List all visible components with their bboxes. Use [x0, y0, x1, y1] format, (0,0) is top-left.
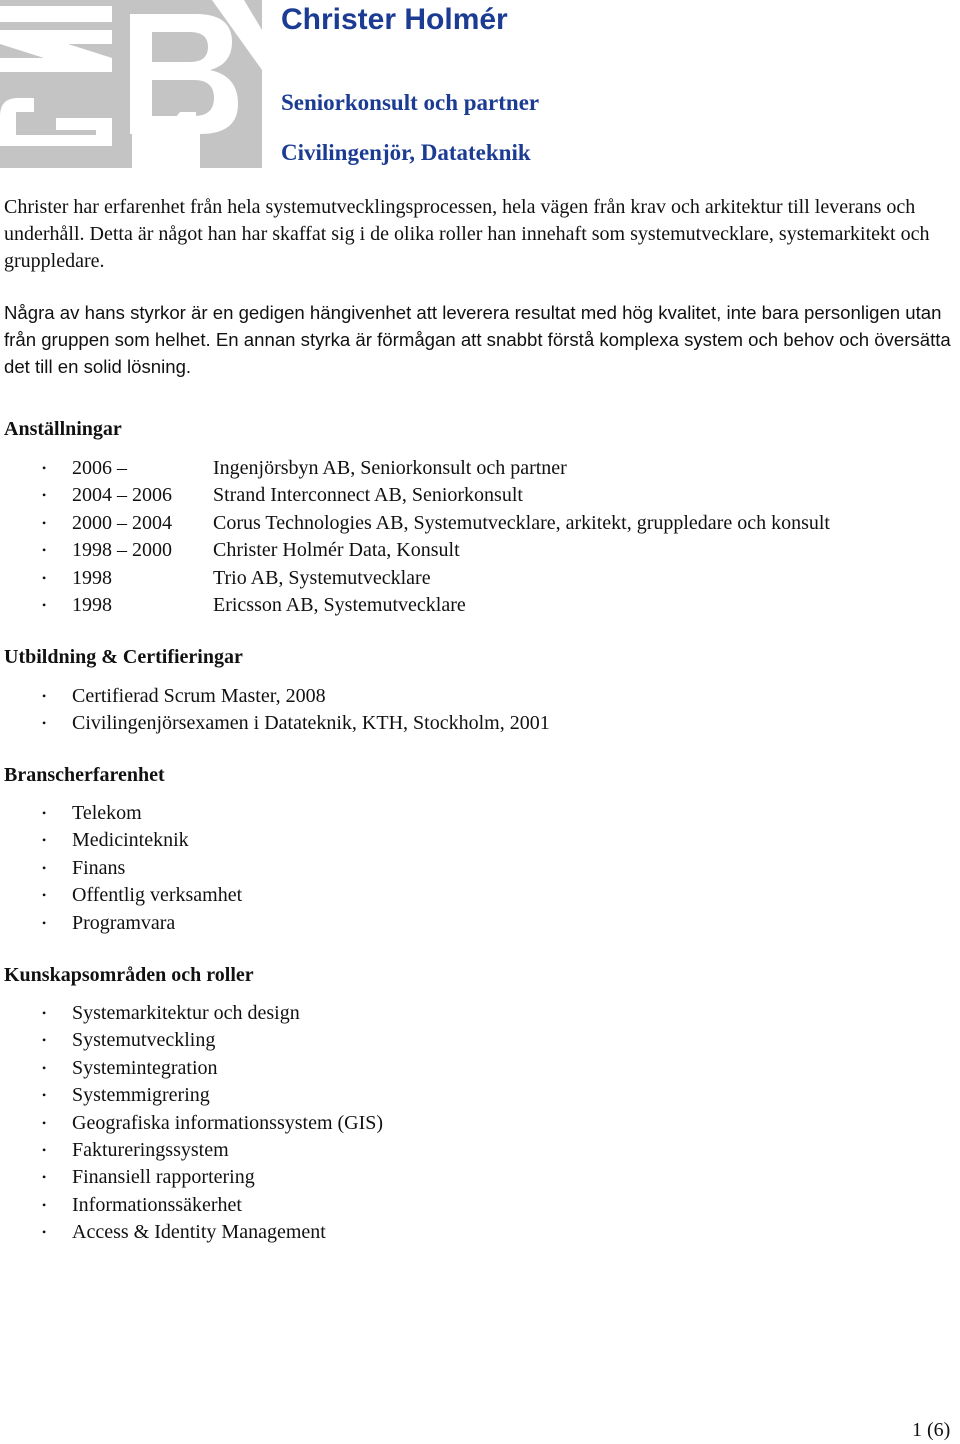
- job-title: Seniorkonsult och partner: [281, 90, 540, 115]
- competence-heading: Kunskapsområden och roller: [4, 964, 254, 986]
- education-text: Civilingenjörsexamen i Datateknik, KTH, Stockholm, 2001: [72, 712, 550, 735]
- employment-years: 1998: [72, 566, 112, 589]
- bullet-icon: •: [42, 689, 47, 703]
- bullet-icon: •: [42, 1142, 47, 1157]
- employment-desc: Ericsson AB, Systemutvecklare: [213, 593, 466, 616]
- degree-title: Civilingenjör, Datateknik: [281, 140, 531, 165]
- employment-desc: Corus Technologies AB, Systemutvecklare, arkitekt, gruppledare och konsult: [213, 511, 830, 534]
- strengths-paragraph: Några av hans styrkor är en gedigen hängivenhet att leverera resultat med hög kvalitet, inte bara personligen utan från gruppen som helhet. En annan styrka är förmågan att snabbt förstå komplexa system och behov och översätta det till en solid lösning.: [4, 302, 951, 377]
- employment-item: [0, 537, 830, 564]
- competence-item: [0, 1110, 383, 1137]
- bullet-icon: •: [42, 1033, 47, 1048]
- page-number: 1 (6): [912, 1419, 951, 1441]
- bullet-icon: •: [42, 716, 47, 731]
- bullet-icon: •: [42, 1060, 47, 1075]
- company-logo: [0, 0, 262, 168]
- employment-desc: Strand Interconnect AB, Seniorkonsult: [213, 484, 523, 507]
- employment-desc: Christer Holmér Data, Konsult: [213, 539, 460, 562]
- industry-heading: Branscherfarenhet: [4, 764, 165, 786]
- industry-text: Telekom: [72, 802, 142, 824]
- employment-item: [0, 592, 830, 619]
- education-list: [0, 683, 550, 738]
- industry-list: [0, 800, 242, 937]
- competence-item: [0, 1192, 383, 1219]
- industry-text: Finans: [72, 856, 126, 879]
- bullet-icon: •: [42, 515, 47, 530]
- competence-list: [0, 1000, 383, 1247]
- bullet-icon: •: [42, 1197, 47, 1212]
- bullet-icon: •: [42, 888, 47, 903]
- competence-text: Finansiell rapportering: [72, 1166, 255, 1189]
- bullet-icon: •: [42, 461, 47, 475]
- competence-text: Faktureringssystem: [72, 1138, 229, 1161]
- summary-paragraph: Christer har erfarenhet från hela systemutvecklingsprocessen, hela vägen från krav och arkitektur till leverans och underhåll. Detta är något han har skaffat sig i de olika roller han innehaft som systemutvecklare, systemarkitekt och gruppledare.: [4, 196, 930, 272]
- industry-item: [0, 827, 242, 854]
- competence-text: Informationssäkerhet: [72, 1193, 242, 1216]
- industry-item: [0, 800, 242, 827]
- competence-item: [0, 1137, 383, 1164]
- industry-item: [0, 855, 242, 882]
- person-name: Christer Holmér: [281, 3, 508, 36]
- bullet-icon: •: [42, 543, 47, 558]
- competence-text: Systemintegration: [72, 1056, 218, 1079]
- competence-item: [0, 1055, 383, 1082]
- employment-desc: Trio AB, Systemutvecklare: [213, 566, 431, 589]
- education-text: Certifierad Scrum Master, 2008: [72, 685, 326, 707]
- employment-years: 2004 – 2006: [72, 484, 172, 507]
- bullet-icon: •: [42, 1088, 47, 1103]
- competence-item: [0, 1000, 383, 1027]
- competence-item: [0, 1082, 383, 1109]
- competence-text: Systemutveckling: [72, 1029, 216, 1052]
- bullet-icon: •: [42, 488, 47, 503]
- education-item: [0, 683, 550, 710]
- competence-text: Systemmigrering: [72, 1084, 210, 1107]
- industry-text: Programvara: [72, 911, 176, 934]
- bullet-icon: •: [42, 1006, 47, 1020]
- employment-item: [0, 455, 830, 482]
- competence-item: [0, 1219, 383, 1246]
- employment-years: 2000 – 2004: [72, 511, 172, 534]
- employment-list: [0, 455, 830, 619]
- industry-text: Medicinteknik: [72, 829, 189, 852]
- industry-item: [0, 882, 242, 909]
- bullet-icon: •: [42, 1115, 47, 1130]
- bullet-icon: •: [42, 1170, 47, 1185]
- competence-item: [0, 1027, 383, 1054]
- bullet-icon: •: [42, 570, 47, 585]
- employment-heading: Anställningar: [4, 418, 122, 440]
- industry-item: [0, 910, 242, 937]
- employment-item: [0, 510, 830, 537]
- bullet-icon: •: [42, 860, 47, 875]
- bullet-icon: •: [42, 806, 47, 820]
- competence-text: Access & Identity Management: [72, 1221, 326, 1244]
- employment-desc: Ingenjörsbyn AB, Seniorkonsult och partner: [213, 457, 567, 479]
- employment-item: [0, 565, 830, 592]
- industry-text: Offentlig verksamhet: [72, 884, 243, 907]
- employment-years: 1998 – 2000: [72, 539, 172, 562]
- bullet-icon: •: [42, 597, 47, 612]
- competence-item: [0, 1164, 383, 1191]
- competence-text: Systemarkitektur och design: [72, 1002, 300, 1024]
- employment-item: [0, 482, 830, 509]
- competence-text: Geografiska informationssystem (GIS): [72, 1111, 384, 1134]
- education-item: [0, 710, 550, 737]
- employment-years: 1998: [72, 593, 112, 616]
- bullet-icon: •: [42, 1225, 47, 1240]
- bullet-icon: •: [42, 915, 47, 930]
- bullet-icon: •: [42, 833, 47, 848]
- employment-years: 2006 –: [72, 457, 127, 479]
- education-heading: Utbildning & Certifieringar: [4, 646, 243, 668]
